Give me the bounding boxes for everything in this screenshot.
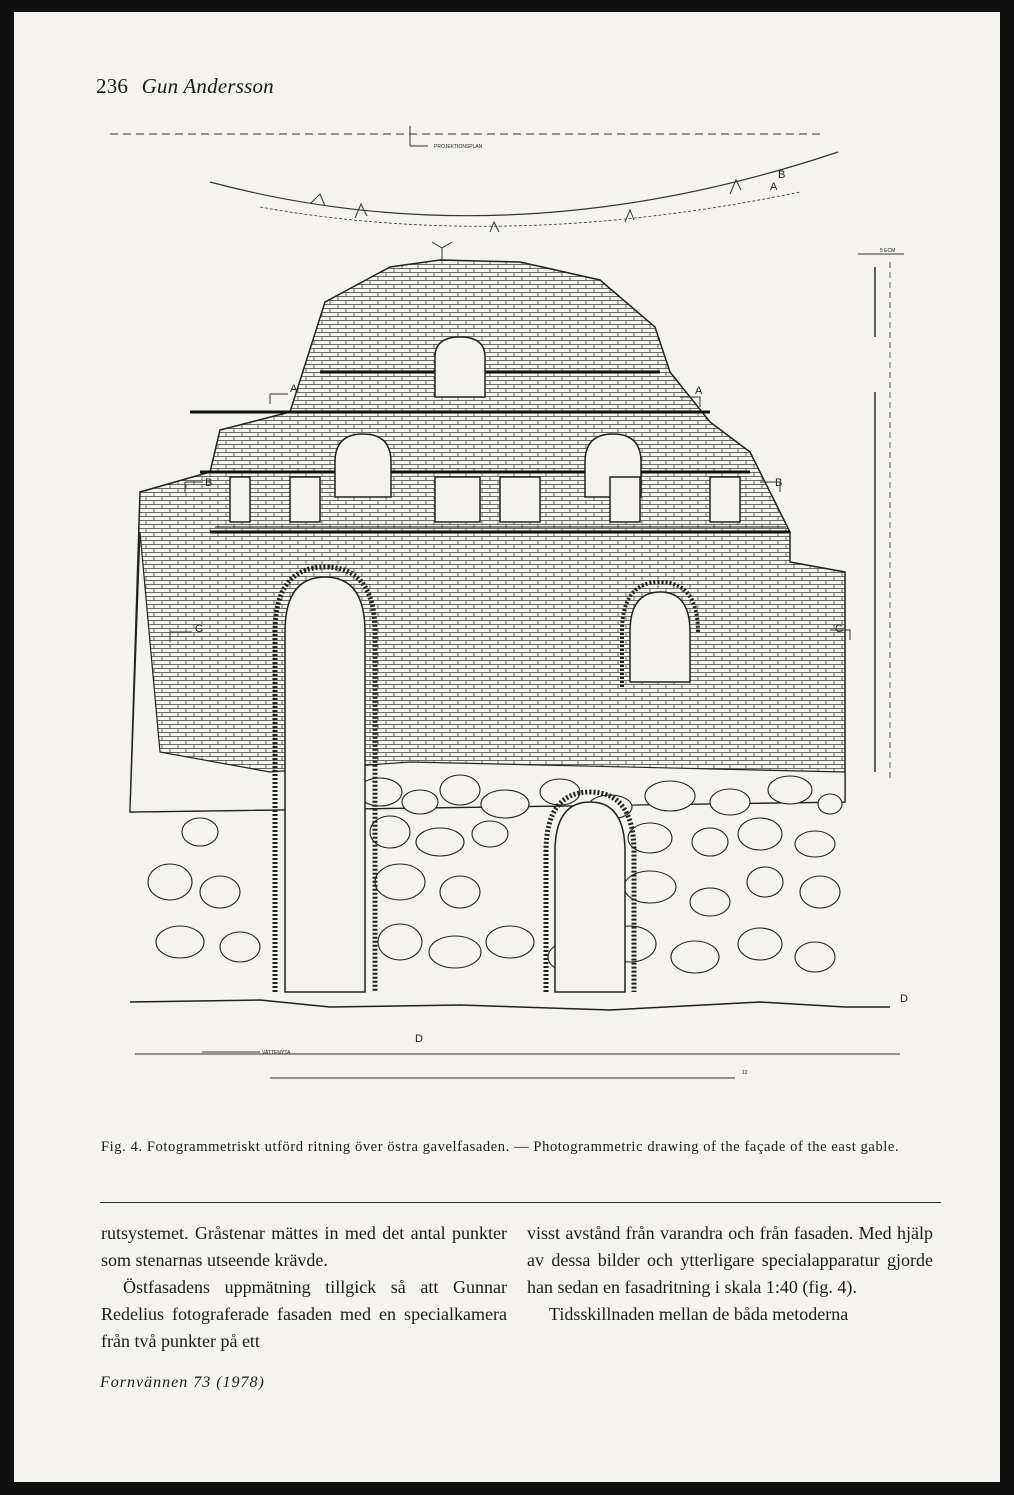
section-mark-d-right: D (900, 993, 908, 1005)
running-head (96, 74, 274, 99)
body-column-right (527, 1220, 933, 1328)
divider-rule (100, 1202, 941, 1203)
projection-label: PROJEKTIONSPLAN (434, 144, 483, 150)
section-mark-a-right: A (695, 385, 703, 397)
section-mark-a-top: A (770, 181, 778, 193)
scale-end-label: 12 (742, 1070, 748, 1076)
section-mark-d-bottom: D (415, 1033, 423, 1045)
ground-line (130, 1000, 900, 1078)
page (14, 12, 1000, 1482)
paragraph: Östfasadens uppmätning tillgick så att Gunnar Redelius fotograferade fasaden med en specialkamera från två punkter på ett (101, 1277, 507, 1351)
author-name: Gun Andersson (141, 74, 274, 98)
section-mark-b-right: B (775, 477, 783, 489)
section-mark-a-left: A (290, 383, 298, 395)
facade (130, 260, 845, 812)
section-mark-b-top: B (778, 169, 786, 181)
section-mark-c-left: C (195, 623, 203, 635)
journal-footer: Fornvännen 73 (1978) (100, 1374, 265, 1391)
water-label: VATTENYTA (262, 1050, 291, 1056)
projection-plan (110, 126, 838, 262)
paragraph: rutsystemet. Gråstenar mättes in med det antal punkter som stenarnas utseende krävde. (101, 1223, 507, 1270)
body-column-left (101, 1220, 507, 1355)
page-number: 236 (96, 74, 129, 98)
figure-facade-drawing (110, 112, 910, 1092)
facade-drawing (110, 112, 910, 1092)
paragraph: Tidsskillnaden mellan de båda metoderna (549, 1304, 849, 1324)
scale-label: 5 ECM (880, 248, 896, 254)
figure-caption: Fig. 4. Fotogrammetriskt utförd ritning över östra gavelfasaden. — Photogrammetric drawing of the façade of the east gable. (101, 1139, 900, 1155)
vertical-scale (858, 248, 904, 782)
section-mark-b-left: B (205, 477, 213, 489)
paragraph: visst avstånd från varandra och från fasaden. Med hjälp av dessa bilder och ytterligare specialapparatur gjorde han sedan en fasadritning i skala 1:40 (fig. 4). (527, 1223, 933, 1297)
section-mark-c-right: C (835, 623, 843, 635)
